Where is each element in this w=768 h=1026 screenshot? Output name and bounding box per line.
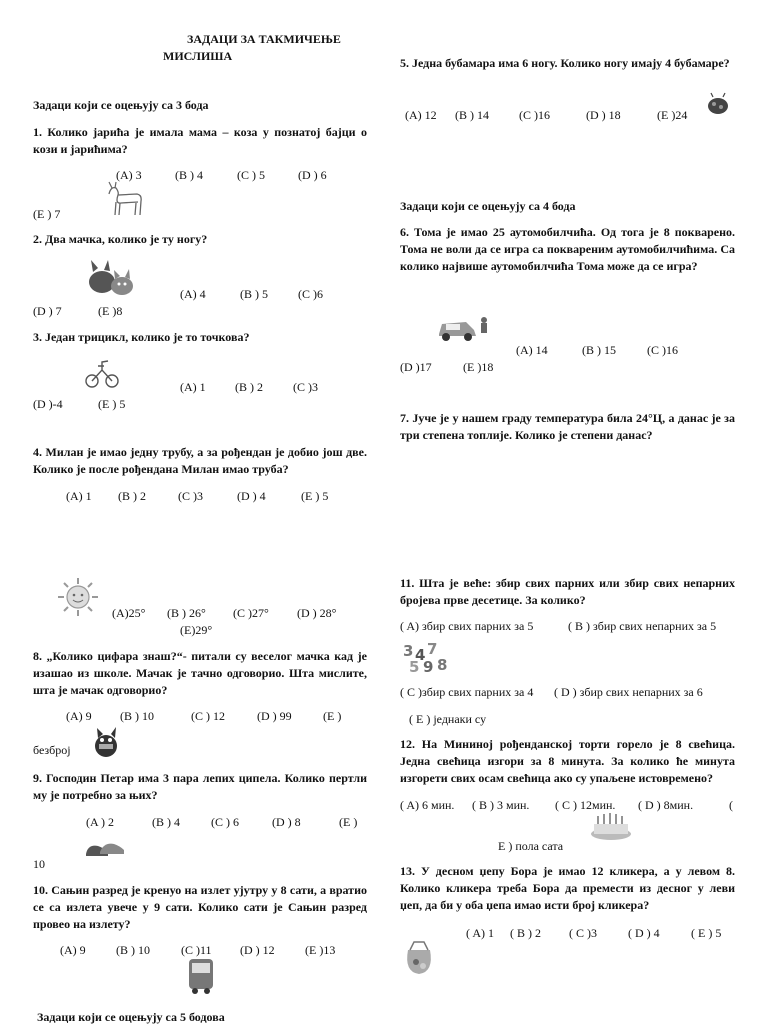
svg-text:5: 5 <box>409 658 420 676</box>
sun-icon <box>56 576 100 618</box>
q4-option-b[interactable]: (B ) 2 <box>118 489 146 503</box>
question-8-text: 8. „Колико цифара знаш?“- питали су веселог мачка кад је изашао из школе. Мачак је тачно одговорио. Шта мислите, шта је мачак одговорио? <box>33 649 367 697</box>
question-12-text: 12. На Мининој рођенданској торти горело је 8 свећица. Једна свећица изгори за 8 минута. За колико ће минута изгорети свих осам свећица ако су упаљене истовремено? <box>400 737 735 785</box>
q6-option-b[interactable]: (B ) 15 <box>582 343 616 357</box>
q4-option-d[interactable]: (D ) 4 <box>237 489 266 503</box>
q10-option-d[interactable]: (D ) 12 <box>240 943 275 957</box>
q9-option-b[interactable]: (B ) 4 <box>152 815 180 829</box>
q4-option-c[interactable]: (C )3 <box>178 489 203 503</box>
q13-option-b[interactable]: ( B ) 2 <box>510 926 541 940</box>
ladybug-icon <box>705 92 731 116</box>
section-five-points: Задаци који се оцењују са 5 бодова <box>37 1010 225 1024</box>
q4-option-a[interactable]: (A) 1 <box>66 489 92 503</box>
question-7-text: 7. Јуче је у нашем граду температура била 24°Ц, а данас је за три степена топлије. Колико је степени данас? <box>400 411 735 442</box>
q7-option-b[interactable]: (B ) 26° <box>167 606 206 620</box>
svg-text:4: 4 <box>415 646 426 664</box>
goat-icon <box>103 180 145 218</box>
question-9-text: 9. Господин Петар има 3 пара лепих ципела. Колико пертли му је потребно за њих? <box>33 771 367 802</box>
q12-option-c[interactable]: ( C ) 12мин. <box>555 798 616 812</box>
question-11-text: 11. Шта је веће: збир свих парних или збир свих непарних бројева прве десетице. За колико? <box>400 576 735 607</box>
q4-option-e[interactable]: (E ) 5 <box>301 489 329 503</box>
q9-option-e[interactable]: (E ) <box>339 815 358 829</box>
q9-option-c[interactable]: (C ) 6 <box>211 815 239 829</box>
q8-option-e-value: безброј <box>33 743 71 757</box>
q7-option-e[interactable]: (E)29° <box>180 623 213 637</box>
q12-option-d[interactable]: ( D ) 8мин. <box>638 798 694 812</box>
marbles-bag-icon <box>400 936 438 978</box>
q1-option-b[interactable]: (B ) 4 <box>175 168 203 182</box>
question-6-text: 6. Тома је имао 25 аутомобилчића. Од тога је 8 покварено. Тома не воли да се игра са поквареним аутомобилчићима. Са колико највише аутомобилчића Тома може да се игра? <box>400 225 735 273</box>
q2-option-e[interactable]: (E )8 <box>98 304 123 318</box>
q8-option-b[interactable]: (B ) 10 <box>120 709 154 723</box>
q5-option-b[interactable]: (B ) 14 <box>455 108 489 122</box>
svg-text:9: 9 <box>423 658 434 676</box>
question-2-text: 2. Два мачка, колико је ту ногу? <box>33 232 208 246</box>
q8-option-d[interactable]: (D ) 99 <box>257 709 292 723</box>
question-1-text: 1. Колико јарића је имала мама – коза у познатој бајци о кози и јарићима? <box>33 125 367 156</box>
q7-option-d[interactable]: (D ) 28° <box>297 606 337 620</box>
q10-option-c[interactable]: (C )11 <box>181 943 212 957</box>
q12-option-a[interactable]: ( A) 6 мин. <box>400 798 455 812</box>
q1-option-a[interactable]: (A) 3 <box>116 168 142 182</box>
question-3-text: 3. Један трицикл, колико је то точкова? <box>33 330 250 344</box>
q3-option-d[interactable]: (D )-4 <box>33 397 63 411</box>
q11-option-b[interactable]: ( B ) збир свих непарних за 5 <box>568 619 717 633</box>
svg-text:7: 7 <box>427 640 438 658</box>
q11-option-c[interactable]: ( C )збир свих парних за 4 <box>400 685 534 699</box>
q10-option-e[interactable]: (E )13 <box>305 943 336 957</box>
q2-option-a[interactable]: (A) 4 <box>180 287 206 301</box>
question-13-text: 13. У десном џепу Бора је имао 12 кликера, а у левом 8. Колико кликера треба Бора да премести из десног у леви џеп, да би у оба џепа имао исти број кликера? <box>400 864 735 912</box>
q3-option-b[interactable]: (B ) 2 <box>235 380 263 394</box>
birthday-cake-icon <box>588 810 634 842</box>
question-10-text: 10. Сањин разред је кренуо на излет ујутру у 8 сати, а вратио се са излета увече у 9 сати. Колико сати је Сањин разред провео на излету? <box>33 883 367 931</box>
q12-option-e[interactable]: E ) пола сата <box>498 839 564 853</box>
q5-option-d[interactable]: (D ) 18 <box>586 108 621 122</box>
cats-icon <box>84 254 136 298</box>
q3-option-c[interactable]: (C )3 <box>293 380 318 394</box>
q7-option-a[interactable]: (A)25° <box>112 606 146 620</box>
q5-option-a[interactable]: (A) 12 <box>405 108 437 122</box>
cat-character-icon <box>89 722 123 760</box>
q13-option-a[interactable]: ( A) 1 <box>466 926 494 940</box>
section-four-points: Задаци који се оцењују са 4 бода <box>400 199 576 213</box>
q10-option-b[interactable]: (B ) 10 <box>116 943 150 957</box>
q1-option-c[interactable]: (C ) 5 <box>237 168 265 182</box>
title-line1: ЗАДАЦИ ЗА ТАКМИЧЕЊЕ <box>187 32 341 46</box>
q3-option-a[interactable]: (A) 1 <box>180 380 206 394</box>
q11-option-d[interactable]: ( D ) збир свих непарних за 6 <box>554 685 703 699</box>
q3-option-e[interactable]: (E ) 5 <box>98 397 126 411</box>
q7-option-c[interactable]: (C )27° <box>233 606 269 620</box>
q6-option-c[interactable]: (C )16 <box>647 343 678 357</box>
toy-car-icon <box>436 312 492 344</box>
shoes-icon <box>84 836 126 862</box>
q11-option-a[interactable]: ( A) збир свих парних за 5 <box>400 619 534 633</box>
q11-option-e[interactable]: ( E ) једнаки су <box>409 712 487 726</box>
q8-option-e[interactable]: (E ) <box>323 709 342 723</box>
section-three-points: Задаци који се оцењују са 3 бода <box>33 98 209 112</box>
q13-option-d[interactable]: ( D ) 4 <box>628 926 660 940</box>
q2-option-b[interactable]: (B ) 5 <box>240 287 268 301</box>
q6-option-e[interactable]: (E )18 <box>463 360 494 374</box>
q13-option-e[interactable]: ( E ) 5 <box>691 926 722 940</box>
q9-option-d[interactable]: (D ) 8 <box>272 815 301 829</box>
q6-option-a[interactable]: (A) 14 <box>516 343 548 357</box>
svg-text:8: 8 <box>437 656 448 674</box>
title-line2: МИСЛИША <box>163 49 233 63</box>
q1-option-e[interactable]: (E ) 7 <box>33 207 61 221</box>
q8-option-c[interactable]: (C ) 12 <box>191 709 225 723</box>
numbers-icon <box>401 640 453 676</box>
q10-option-a[interactable]: (A) 9 <box>60 943 86 957</box>
q9-option-e-value: 10 <box>33 857 45 871</box>
q6-option-d[interactable]: (D )17 <box>400 360 432 374</box>
q8-option-a[interactable]: (A) 9 <box>66 709 92 723</box>
q2-option-c[interactable]: (C )6 <box>298 287 323 301</box>
q1-option-d[interactable]: (D ) 6 <box>298 168 327 182</box>
bus-icon <box>186 956 216 996</box>
tricycle-icon <box>84 356 120 390</box>
q5-option-c[interactable]: (C )16 <box>519 108 550 122</box>
svg-text:3: 3 <box>403 642 414 660</box>
q12-option-b[interactable]: ( B ) 3 мин. <box>472 798 530 812</box>
q2-option-d[interactable]: (D ) 7 <box>33 304 62 318</box>
q9-option-a[interactable]: (A ) 2 <box>86 815 114 829</box>
question-5-text: 5. Једна бубамара има 6 ногу. Колико ногу имају 4 бубамаре? <box>400 56 730 70</box>
q5-option-e[interactable]: (E )24 <box>657 108 688 122</box>
q12-option-e-paren: ( <box>729 798 733 812</box>
q13-option-c[interactable]: ( C )3 <box>569 926 597 940</box>
question-4-text: 4. Милан је имао једну трубу, а за рођендан је добио још две. Колико је после рођендана Милан имао труба? <box>33 445 367 476</box>
